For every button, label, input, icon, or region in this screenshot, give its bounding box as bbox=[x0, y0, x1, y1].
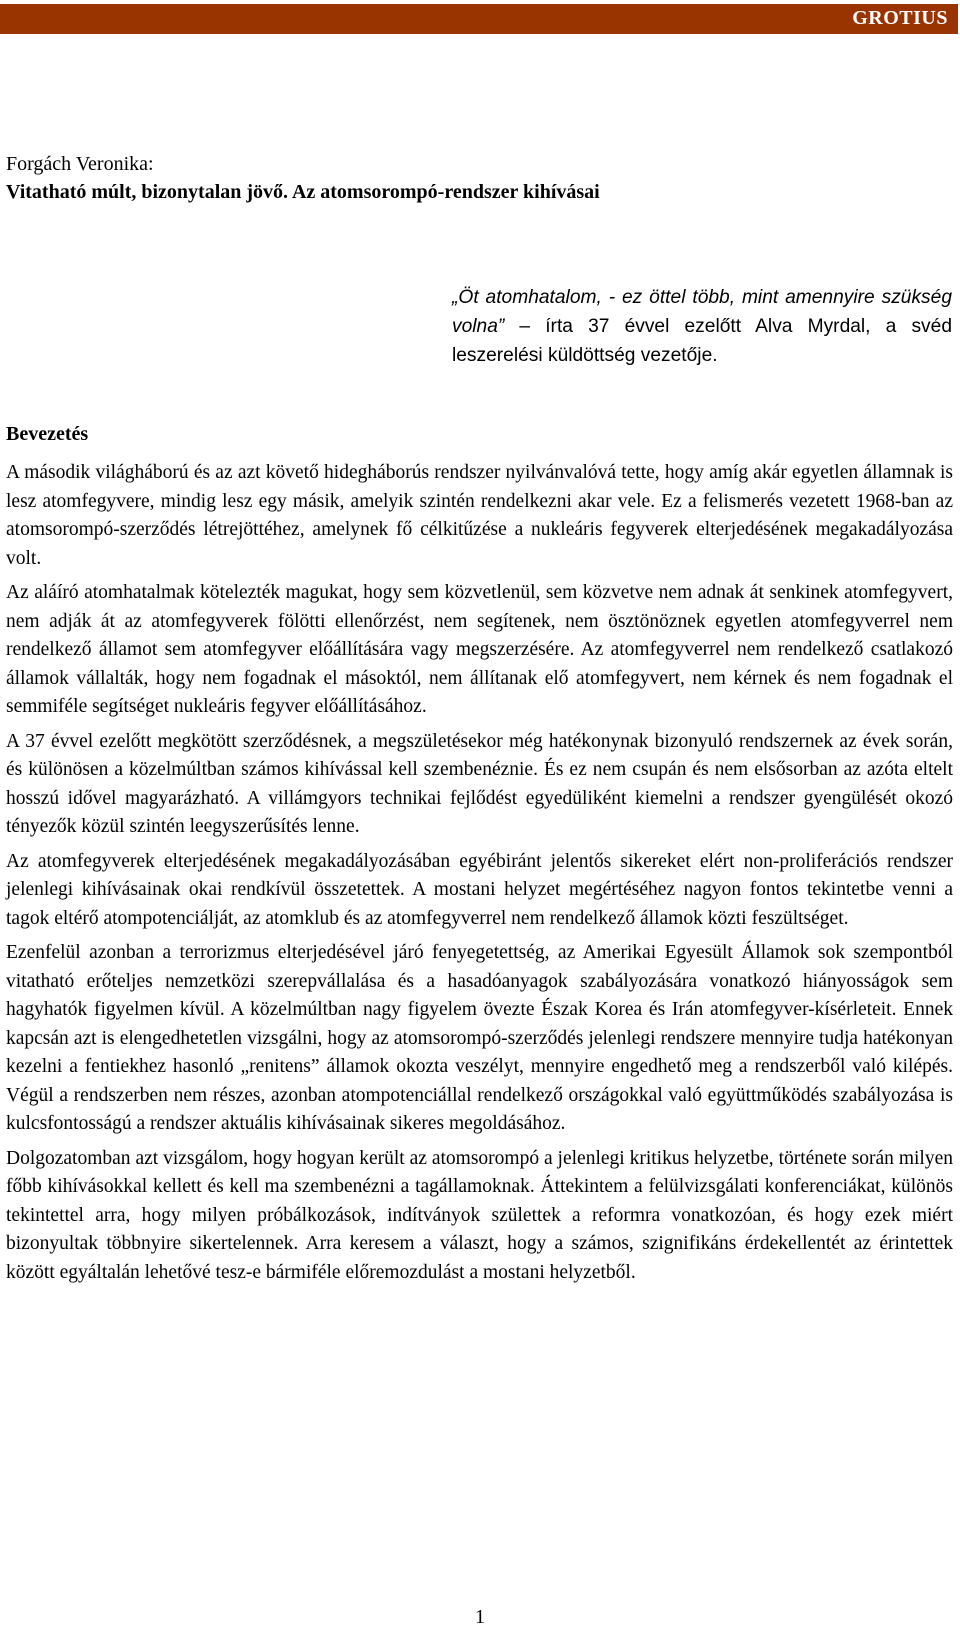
article-body bbox=[6, 459, 953, 1293]
header-banner bbox=[0, 4, 958, 34]
article-heading bbox=[6, 150, 600, 206]
motto-quote-text: „Öt atomhatalom, - ez öttel több, mint amennyire szükség volna” bbox=[452, 287, 952, 337]
paragraph: Dolgozatomban azt vizsgálom, hogy hogyan került az atomsorompó a jelenlegi kritikus helyzetbe, története során milyen főbb kihívásokkal kellett és kell ma szembenézni a tagállamoknak. Áttekintem a felülvizsgálati konferenciákat, különös tekintettel arra, hogy milyen próbálkozások, indítványok születtek a reformra vonatkozóan, és hogy ezek miért bizonyultak többnyire sikertelennek. Arra keresem a választ, hogy a számos, szignifikáns érdekellentét az érintettek között egyáltalán lehetővé tesz-e bármiféle előremozdulást a mostani helyzetből. bbox=[6, 1147, 953, 1283]
article-title: Vitatható múlt, bizonytalan jövő. Az atomsorompó-rendszer kihívásai bbox=[6, 181, 600, 203]
paragraph: Az atomfegyverek elterjedésének megakadályozásában egyébiránt jelentős sikereket elért non-proliferációs rendszer jelenlegi kihívásainak okai rendkívül összetettek. A mostani helyzet megértéséhez nagyon fontos tekintetbe venni a tagok eltérő atompotenciálját, az atomklub és az atomfegyverrel nem rendelkező államok közti feszültséget. bbox=[6, 850, 953, 929]
section-heading: Bevezetés bbox=[6, 423, 89, 445]
paragraph: A második világháború és az azt követő hidegháborús rendszer nyilvánvalóvá tette, hogy amíg akár egyetlen államnak is lesz atomfegyvere, mindig lesz egy másik, amelyik szintén rendelkezni akar vele. Ez a felismerés vezetett 1968-ban az atomsorompó-szerződés létrejöttéhez, amelynek fő célkitűzése a nukleáris fegyverek elterjedésének megakadályozása volt. bbox=[6, 462, 953, 569]
page-number: 1 bbox=[475, 1606, 485, 1628]
author-name: Forgách Veronika: bbox=[6, 153, 154, 175]
motto-quote bbox=[452, 283, 952, 370]
motto-attribution: – írta 37 évvel ezelőtt Alva Myrdal, a svéd leszerelési küldöttség vezetője. bbox=[452, 316, 952, 366]
paragraph: Az aláíró atomhatalmak kötelezték magukat, hogy sem közvetlenül, sem közvetve nem adnak át senkinek atomfegyvert, nem adják át az atomfegyverek fölötti ellenőrzést, nem segítenek, nem ösztönöznek egyetlen atomfegyverrel nem rendelkező államot sem atomfegyver előállítására vagy megszerzésére. Az atomfegyverrel nem rendelkező csatlakozó államok vállalták, hogy nem fogadnak el másoktól, nem állítanak elő atomfegyvert, nem kérnek és nem fogadnak el semmiféle segítséget nukleáris fegyver előállításához. bbox=[6, 582, 953, 717]
paragraph: A 37 évvel ezelőtt megkötött szerződésnek, a megszületésekor még hatékonynak bizonyuló rendszernek az évek során, és különösen a közelmúltban számos kihívással kell szembenéznie. És ez nem csupán és nem elsősorban az azóta eltelt hosszú idővel magyarázható. A villámgyors technikai fejlődést egyedüliként kiemelni a rendszer gyengülését okozó tényezők közül szintén leegyszerűsítés lenne. bbox=[6, 730, 953, 837]
brand-title: GROTIUS bbox=[852, 7, 948, 29]
paragraph: Ezenfelül azonban a terrorizmus elterjedésével járó fenyegetettség, az Amerikai Egyesült Államok sok szempontból vitatható erőteljes nemzetközi szerepvállalása és a hasadóanyagok szabályozására vonatkozó hiányosságok sem hagyhatók figyelmen kívül. A közelmúltban nagy figyelem övezte Észak Korea és Irán atomfegyver-kísérleteit. Ennek kapcsán azt is elengedhetetlen vizsgálni, hogy az atomsorompó-szerződés jelenlegi rendszere mennyire tudja hatékonyan kezelni a fentiekhez hasonló „renitens” államok okozta veszélyt, mennyire engedhető meg a rendszerből való kilépés. Végül a rendszerben nem részes, azonban atompotenciállal rendelkező országokkal való együttműködés szabályozása is kulcsfontosságú a rendszer aktuális kihívásainak sikeres megoldásához. bbox=[6, 942, 953, 1134]
